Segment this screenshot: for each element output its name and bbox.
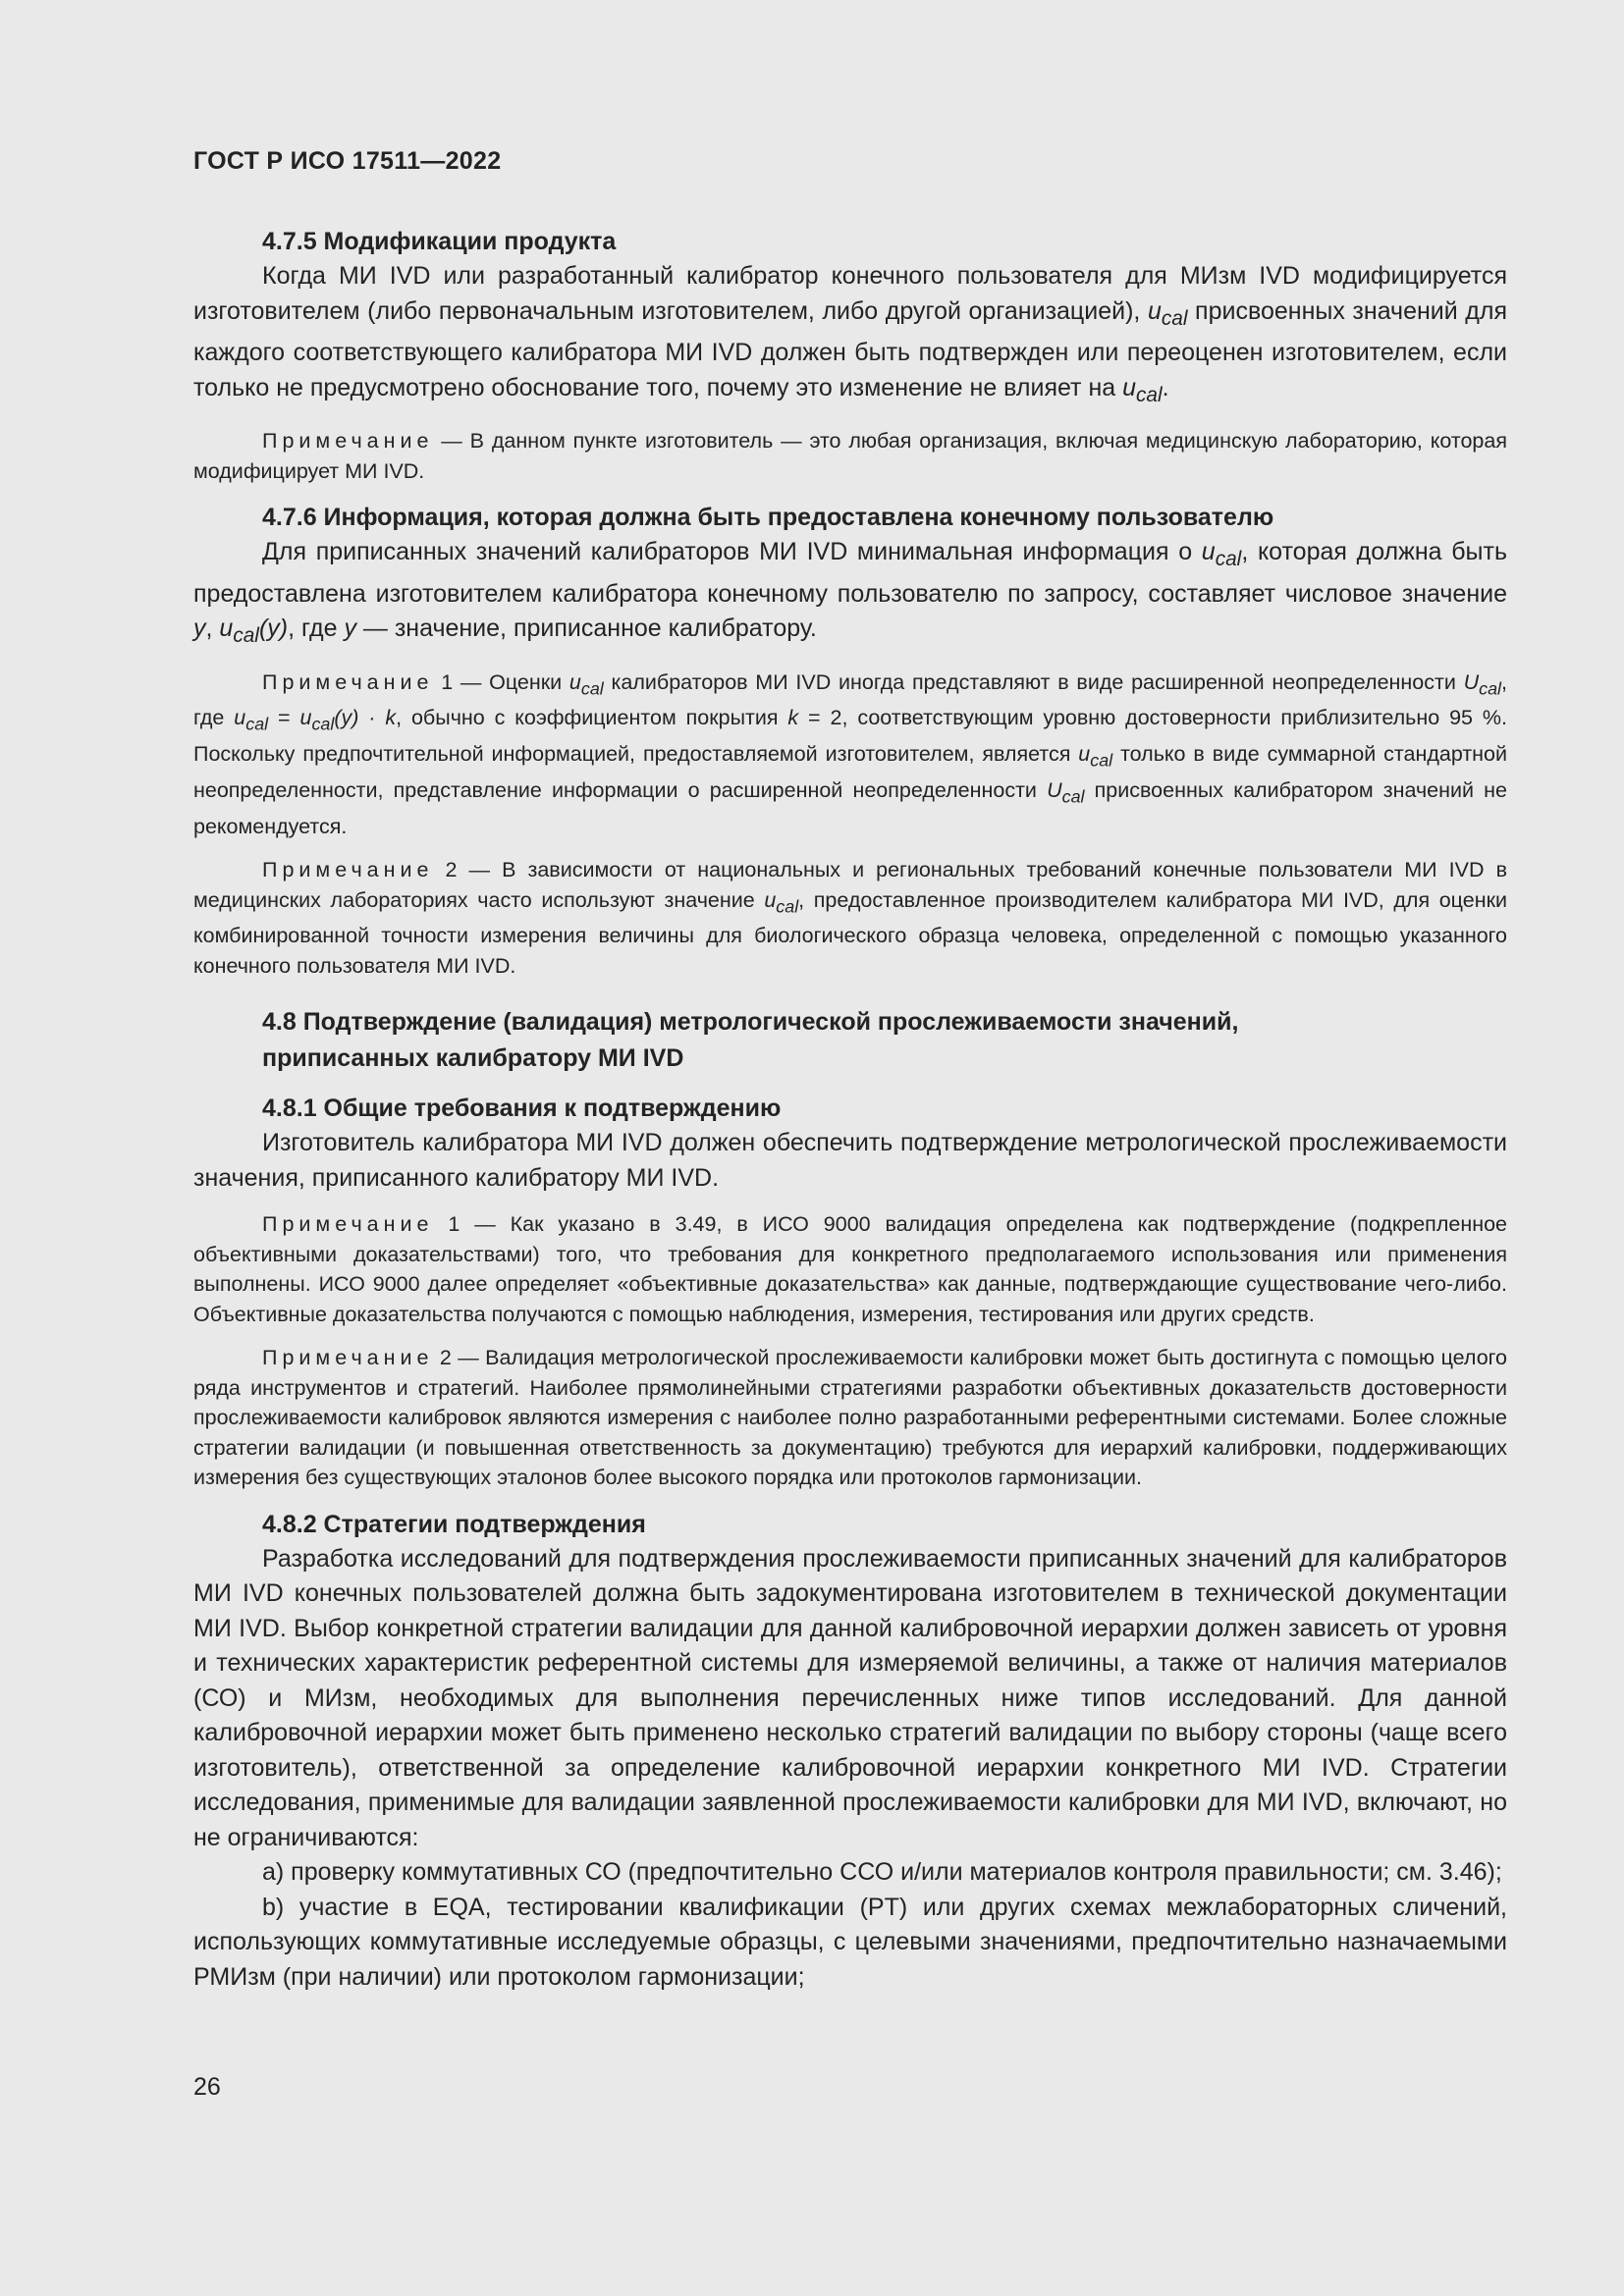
- section-4-8-2-paragraph: Разработка исследований для подтверждения прослеживаемости приписанных значений для калибраторов МИ IVD конечных пользователей должна быть задокументирована изготовителем в технической документации МИ IVD. Выбор конкретной стратегии валидации для данной калибровочной иерархии должен зависеть от уровня и технических характеристик референтной системы для измеряемой величины, а также от наличия материалов (СО) и МИзм, необходимых для выполнения перечисленных ниже типов исследований. Для данной калибровочной иерархии может быть применено несколько стратегий валидации по выбору стороны (чаще всего изготовитель), ответственной за определение калибровочной иерархии конкретного МИ IVD. Стратегии исследования, применимые для валидации заявленной прослеживаемости калибровки для МИ IVD, включают, но не ограничиваются:: [193, 1544, 1507, 1851]
- section-4-7-5-paragraph: Когда МИ IVD или разработанный калибратор конечного пользователя для МИзм IVD модифицируется изготовителем (либо первоначальным изготовителем, либо другой организацией), $u_{cal}$ присвоенных значений для каждого соответствующего калибратора МИ IVD должен быть подтвержден или переоценен изготовителем, если только не предусмотрено обоснование того, почему это изменение не влияет на $u_{cal}$.: [193, 262, 1508, 406]
- section-4-7-6-note-2: Примечание 2 — В зависимости от национальных и региональных требований конечные пользователи МИ IVD в медицинских лабораториях часто используют значение $u_{cal}$, предоставленное производителем калибратора МИ IVD, для оценки комбинированной точности измерения величины для биологического образца человека, определенной с помощью указанного конечного пользователя МИ IVD.: [193, 858, 1507, 978]
- document-header: ГОСТ Р ИСО 17511—2022: [193, 147, 502, 175]
- section-4-7-6-paragraph: Для приписанных значений калибраторов МИ IVD минимальная информация о $u_{cal}$, которая должна быть предоставлена изготовителем калибратора конечному пользователю по запросу, составляет числовое значение y, $u_{cal}(y)$, где y — значение, приписанное калибратору.: [193, 538, 1508, 647]
- section-4-8-title: [193, 1004, 1507, 1077]
- page-number: 26: [193, 2073, 221, 2101]
- section-4-7-5-title: 4.7.5 Модификации продукта: [262, 228, 617, 255]
- page-content: [193, 224, 1507, 1995]
- section-4-8-1-note-2: Примечание 2 — Валидация метрологической прослеживаемости калибровки может быть достигнута с помощью целого ряда инструментов и стратегий. Наиболее прямолинейными стратегиями разработки объективных доказательств достоверности прослеживаемости калибровок являются измерения с наиболее полно разработанными референтными системами. Более сложные стратегии валидации (и повышенная ответственность за документацию) требуются для иерархий калибровки, поддерживающих измерения без существующих эталонов более высокого порядка или протоколов гармонизации.: [193, 1346, 1507, 1490]
- section-4-8-1-note-1: Примечание 1 — Как указано в 3.49, в ИСО 9000 валидация определена как подтверждение (подкрепленное объективными доказательствами) того, что требования для конкретного предполагаемого использования или применения выполнены. ИСО 9000 далее определяет «объективные доказательства» как данные, подтверждающие существование чего-либо. Объективные доказательства получаются с помощью наблюдения, измерения, тестирования или других средств.: [193, 1212, 1507, 1326]
- list-item-a: a) проверку коммутативных СО (предпочтительно ССО и/или материалов контроля правильности; см. 3.46);: [262, 1858, 1502, 1887]
- section-4-8-2-title: 4.8.2 Стратегии подтверждения: [262, 1510, 646, 1538]
- section-4-7-6-note-1: Примечание 1 — Оценки $u_{cal}$ калибраторов МИ IVD иногда представляют в виде расширенной неопределенности $U_{cal}$, где $u_{cal} = u_{cal}(y) \cdot k$, обычно с коэффициентом покрытия k = 2, соответствующим уровню достоверности приблизительно 95 %. Поскольку предпочтительной информацией, предоставляемой изготовителем, является $u_{cal}$ только в виде суммарной стандартной неопределенности, представление информации о расширенной неопределенности $U_{cal}$ присвоенных калибратором значений не рекомендуется.: [193, 669, 1508, 838]
- section-4-8-1-paragraph: Изготовитель калибратора МИ IVD должен обеспечить подтверждение метрологической прослеживаемости значения, приписанного калибратору МИ IVD.: [193, 1129, 1507, 1192]
- section-4-7-6-title: 4.7.6 Информация, которая должна быть предоставлена конечному пользователю: [262, 504, 1274, 531]
- section-4-8-title-line-1: 4.8 Подтверждение (валидация) метрологической прослеживаемости значений,: [262, 1008, 1239, 1037]
- list-item-b: b) участие в EQA, тестировании квалификации (PT) или других схемах межлабораторных сличений, использующих коммутативные исследуемые образцы, с целевыми значениями, предпочтительно назначаемыми РМИзм (при наличии) или протоколом гармонизации;: [193, 1893, 1507, 1991]
- section-4-8-title-line-2: приписанных калибратору МИ IVD: [262, 1044, 684, 1073]
- section-4-7-5-note: Примечание — В данном пункте изготовитель — это любая организация, включая медицинскую лабораторию, которая модифицирует МИ IVD.: [193, 429, 1507, 483]
- section-4-8-1-title: 4.8.1 Общие требования к подтверждению: [262, 1095, 782, 1123]
